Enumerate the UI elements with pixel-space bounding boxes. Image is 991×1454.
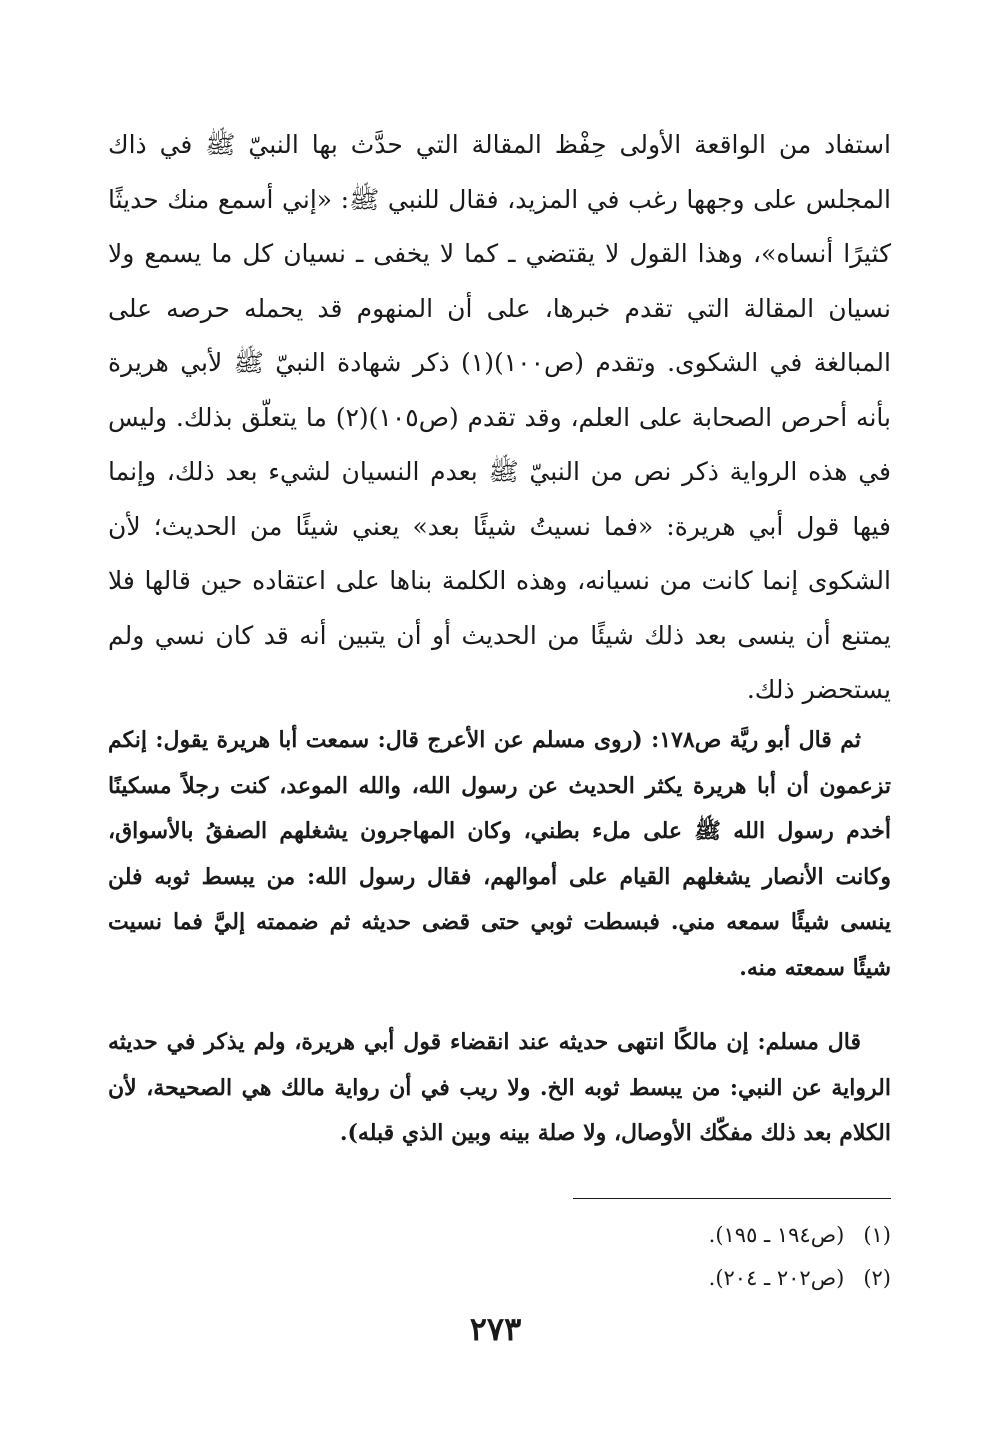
main-paragraph: استفاد من الواقعة الأولى حِفْظ المقالة التي حدَّث بها النبيّ ﷺ في ذاك المجلس على وجهها رغب في المزيد، فقال للنبي ﷺ: «إني أسمع منك حديثًا كثيرًا أنساه»، وهذا القول لا يقتضي ـ كما لا يخفى ـ نسيان كل ما يسمع ولا نسيان المقالة التي تقدم خبرها، على أن المنهوم قد يحمله حرصه على المبالغة في الشكوى. وتقدم (ص١٠٠)(١) ذكر شهادة النبيّ ﷺ لأبي هريرة بأنه أحرص الصحابة على العلم، وقد تقدم (ص١٠٥)(٢) ما يتعلّق بذلك. وليس في هذه الرواية ذكر نص من النبيّ ﷺ بعدم النسيان لشيء بعد ذلك، وإنما فيها قول أبي هريرة: «فما نسيتُ شيئًا بعد» يعني شيئًا من الحديث؛ لأن الشكوى إنما كانت من نسيانه، وهذه الكلمة بناها على اعتقاده حين قالها فلا يمتنع أن ينسى بعد ذلك شيئًا من الحديث أو أن يتبين أنه قد كان نسي ولم يستحضر ذلك. — [108, 130, 891, 704]
footnote-marker: (١) — [863, 1223, 891, 1247]
quote-block-abu-rayya: ثم قال أبو ريَّة ص١٧٨: (روى مسلم عن الأعرج قال: سمعت أبا هريرة يقول: إنكم تزعمون أن أبا هريرة يكثر الحديث عن رسول الله، والله الموعد، كنت رجلاً مسكينًا أخدم رسول الله ﷺ على ملء بطني، وكان المهاجرون يشغلهم الصفقُ بالأسواق، وكانت الأنصار يشغلهم القيام على أموالهم، فقال رسول الله: من يبسط ثوبه فلن ينسى شيئًا سمعه مني. فبسطت ثوبي حتى قضى حديثه ثم ضممته إليَّ فما نسيت شيئًا سمعته منه. — [108, 727, 891, 981]
footnotes-list — [709, 1214, 891, 1300]
footnote-item — [709, 1257, 891, 1300]
footnote-divider — [573, 1198, 891, 1199]
page-number: ٢٧٣ — [469, 1310, 522, 1348]
quote-block-muslim: قال مسلم: إن مالكًا انتهى حديثه عند انقضاء قول أبي هريرة، ولم يذكر في حديثه الرواية عن النبي: من يبسط ثوبه الخ. ولا ريب في أن رواية مالك هي الصحيحة، لأن الكلام بعد ذلك مفكّك الأوصال، ولا صلة بينه وبين الذي قبله). — [108, 1029, 891, 1147]
footnote-text: (ص١٩٤ ـ ١٩٥). — [708, 1223, 845, 1247]
footnote-item — [709, 1214, 891, 1257]
footnote-marker: (٢) — [863, 1266, 891, 1290]
footnote-text: (ص٢٠٢ ـ ٢٠٤). — [708, 1266, 845, 1290]
